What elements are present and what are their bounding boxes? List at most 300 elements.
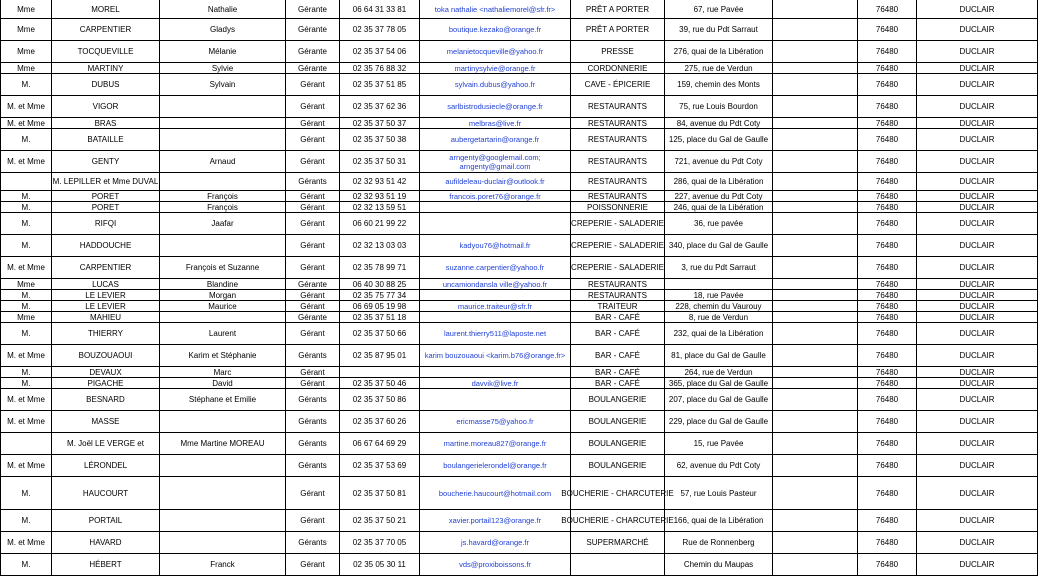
cell-fonction: Gérant bbox=[286, 554, 340, 576]
cell-activite: CREPERIE - SALADERIE bbox=[571, 213, 665, 235]
cell-fonction: Gérant bbox=[286, 290, 340, 301]
cell-ville: DUCLAIR bbox=[917, 323, 1038, 345]
table-row bbox=[0, 554, 1038, 576]
cell-activite: BOUCHERIE - CHARCUTERIE bbox=[571, 510, 665, 532]
cell-email[interactable]: sarlbistrodusiecle@orange.fr bbox=[420, 96, 571, 118]
cell-civilite: Mme bbox=[0, 312, 52, 323]
cell-ville: DUCLAIR bbox=[917, 191, 1038, 202]
cell-email[interactable]: js.havard@orange.fr bbox=[420, 532, 571, 554]
table-row bbox=[0, 151, 1038, 173]
table-row bbox=[0, 19, 1038, 41]
cell-fonction: Gérants bbox=[286, 389, 340, 411]
table-row bbox=[0, 202, 1038, 213]
cell-telephone: 06 64 31 33 81 bbox=[340, 0, 420, 19]
cell-civilite: Mme bbox=[0, 0, 52, 19]
cell-civilite: M. bbox=[0, 477, 52, 510]
cell-email[interactable]: boucherie.haucourt@hotmail.com bbox=[420, 477, 571, 510]
table-row bbox=[0, 378, 1038, 389]
cell-activite: BAR - CAFÉ bbox=[571, 323, 665, 345]
cell-activite: SUPERMARCHÉ bbox=[571, 532, 665, 554]
cell-email[interactable]: kadyou76@hotmail.fr bbox=[420, 235, 571, 257]
cell-cp: 76480 bbox=[858, 151, 917, 173]
cell-prenom bbox=[160, 477, 286, 510]
cell-fonction: Gérante bbox=[286, 312, 340, 323]
cell-cp: 76480 bbox=[858, 290, 917, 301]
cell-fonction: Gérant bbox=[286, 477, 340, 510]
cell-prenom bbox=[160, 118, 286, 129]
cell-nom: LÉRONDEL bbox=[52, 455, 160, 477]
cell-telephone: 02 32 93 51 42 bbox=[340, 173, 420, 191]
table-row bbox=[0, 213, 1038, 235]
cell-cp: 76480 bbox=[858, 367, 917, 378]
cell-fonction: Gérant bbox=[286, 118, 340, 129]
cell-activite: RESTAURANTS bbox=[571, 173, 665, 191]
table-row bbox=[0, 367, 1038, 378]
table-row bbox=[0, 312, 1038, 323]
cell-civilite: M. bbox=[0, 202, 52, 213]
cell-email[interactable]: melanietocqueville@yahoo.fr bbox=[420, 41, 571, 63]
cell-nom: GENTY bbox=[52, 151, 160, 173]
cell-activite: POISSONNERIE bbox=[571, 202, 665, 213]
cell-email[interactable]: boutique.kezako@orange.fr bbox=[420, 19, 571, 41]
cell-fonction: Gérant bbox=[286, 74, 340, 96]
cell-activite: BOUCHERIE - CHARCUTERIE bbox=[571, 477, 665, 510]
cell-adresse: 721, avenue du Pdt Coty bbox=[665, 151, 773, 173]
cell-email[interactable]: aufildeleau-duclair@outlook.fr bbox=[420, 173, 571, 191]
cell-ville: DUCLAIR bbox=[917, 19, 1038, 41]
cell-email[interactable]: suzanne.carpentier@yahoo.fr bbox=[420, 257, 571, 279]
cell-ville: DUCLAIR bbox=[917, 455, 1038, 477]
cell-telephone: 02 35 37 78 05 bbox=[340, 19, 420, 41]
cell-prenom: François bbox=[160, 191, 286, 202]
cell-telephone: 02 35 75 77 34 bbox=[340, 290, 420, 301]
cell-telephone: 02 35 87 95 01 bbox=[340, 345, 420, 367]
cell-activite: BOULANGERIE bbox=[571, 389, 665, 411]
cell-prenom: Franck bbox=[160, 554, 286, 576]
cell-cp: 76480 bbox=[858, 532, 917, 554]
cell-cp: 76480 bbox=[858, 118, 917, 129]
cell-prenom: David bbox=[160, 378, 286, 389]
cell-email[interactable]: karim bouzouaoui <karim.b76@orange.fr> bbox=[420, 345, 571, 367]
cell-nom: MARTINY bbox=[52, 63, 160, 74]
table-row bbox=[0, 96, 1038, 118]
cell-adresse: 229, place du Gal de Gaulle bbox=[665, 411, 773, 433]
cell-complement bbox=[773, 367, 858, 378]
cell-civilite: M. et Mme bbox=[0, 257, 52, 279]
cell-civilite: M. et Mme bbox=[0, 532, 52, 554]
cell-nom: MASSE bbox=[52, 411, 160, 433]
cell-civilite: M. bbox=[0, 191, 52, 202]
cell-nom: CARPENTIER bbox=[52, 257, 160, 279]
cell-complement bbox=[773, 202, 858, 213]
cell-telephone: 02 35 37 50 31 bbox=[340, 151, 420, 173]
cell-civilite: M. bbox=[0, 367, 52, 378]
cell-fonction: Gérants bbox=[286, 173, 340, 191]
cell-complement bbox=[773, 301, 858, 312]
table-row bbox=[0, 279, 1038, 290]
table-row bbox=[0, 118, 1038, 129]
cell-adresse: 57, rue Louis Pasteur bbox=[665, 477, 773, 510]
cell-civilite: Mme bbox=[0, 41, 52, 63]
cell-ville: DUCLAIR bbox=[917, 173, 1038, 191]
cell-activite: BOULANGERIE bbox=[571, 433, 665, 455]
cell-ville: DUCLAIR bbox=[917, 41, 1038, 63]
cell-activite: RESTAURANTS bbox=[571, 290, 665, 301]
cell-cp: 76480 bbox=[858, 235, 917, 257]
cell-adresse: 264, rue de Verdun bbox=[665, 367, 773, 378]
cell-cp: 76480 bbox=[858, 455, 917, 477]
cell-cp: 76480 bbox=[858, 510, 917, 532]
cell-activite: CORDONNERIE bbox=[571, 63, 665, 74]
cell-cp: 76480 bbox=[858, 312, 917, 323]
cell-adresse: 81, place du Gal de Gaulle bbox=[665, 345, 773, 367]
cell-civilite: M. bbox=[0, 323, 52, 345]
cell-civilite: M. et Mme bbox=[0, 389, 52, 411]
cell-complement bbox=[773, 433, 858, 455]
cell-complement bbox=[773, 129, 858, 151]
cell-fonction: Gérant bbox=[286, 202, 340, 213]
cell-cp: 76480 bbox=[858, 433, 917, 455]
cell-civilite: M. et Mme bbox=[0, 96, 52, 118]
cell-adresse: 227, avenue du Pdt Coty bbox=[665, 191, 773, 202]
cell-nom: PIGACHE bbox=[52, 378, 160, 389]
cell-ville: DUCLAIR bbox=[917, 118, 1038, 129]
table-row bbox=[0, 411, 1038, 433]
cell-adresse bbox=[665, 279, 773, 290]
cell-fonction: Gérant bbox=[286, 257, 340, 279]
cell-nom: HAUCOURT bbox=[52, 477, 160, 510]
cell-adresse: Rue de Ronnenberg bbox=[665, 532, 773, 554]
table-row bbox=[0, 129, 1038, 151]
cell-nom: LE LEVIER bbox=[52, 301, 160, 312]
cell-activite: BOULANGERIE bbox=[571, 455, 665, 477]
table-row bbox=[0, 257, 1038, 279]
cell-telephone: 02 35 78 99 71 bbox=[340, 257, 420, 279]
cell-telephone: 06 40 30 88 25 bbox=[340, 279, 420, 290]
table-row bbox=[0, 433, 1038, 455]
cell-telephone: 02 35 37 51 85 bbox=[340, 74, 420, 96]
cell-telephone: 02 35 37 50 37 bbox=[340, 118, 420, 129]
cell-ville: DUCLAIR bbox=[917, 532, 1038, 554]
cell-fonction: Gérant bbox=[286, 367, 340, 378]
cell-ville: DUCLAIR bbox=[917, 129, 1038, 151]
cell-cp: 76480 bbox=[858, 74, 917, 96]
cell-fonction: Gérante bbox=[286, 19, 340, 41]
cell-fonction: Gérant bbox=[286, 378, 340, 389]
cell-email[interactable]: xavier.portail123@orange.fr bbox=[420, 510, 571, 532]
cell-telephone bbox=[340, 367, 420, 378]
cell-ville: DUCLAIR bbox=[917, 202, 1038, 213]
cell-ville: DUCLAIR bbox=[917, 301, 1038, 312]
cell-fonction: Gérant bbox=[286, 323, 340, 345]
cell-nom: LE LEVIER bbox=[52, 290, 160, 301]
cell-fonction: Gérante bbox=[286, 0, 340, 19]
cell-email[interactable] bbox=[420, 151, 571, 173]
cell-ville: DUCLAIR bbox=[917, 389, 1038, 411]
cell-prenom: Gladys bbox=[160, 19, 286, 41]
cell-civilite: M. bbox=[0, 554, 52, 576]
cell-telephone: 02 35 37 50 66 bbox=[340, 323, 420, 345]
table-row bbox=[0, 173, 1038, 191]
cell-activite: BAR - CAFÉ bbox=[571, 312, 665, 323]
cell-cp: 76480 bbox=[858, 389, 917, 411]
cell-nom: BATAILLE bbox=[52, 129, 160, 151]
cell-complement bbox=[773, 257, 858, 279]
cell-cp: 76480 bbox=[858, 279, 917, 290]
cell-fonction: Gérant bbox=[286, 96, 340, 118]
cell-cp: 76480 bbox=[858, 378, 917, 389]
cell-cp: 76480 bbox=[858, 477, 917, 510]
cell-telephone: 02 35 37 54 06 bbox=[340, 41, 420, 63]
cell-ville: DUCLAIR bbox=[917, 279, 1038, 290]
cell-nom: CARPENTIER bbox=[52, 19, 160, 41]
cell-prenom: Karim et Stéphanie bbox=[160, 345, 286, 367]
table-row bbox=[0, 290, 1038, 301]
cell-complement bbox=[773, 173, 858, 191]
cell-email[interactable]: francois.poret76@orange.fr bbox=[420, 191, 571, 202]
cell-prenom: Sylvain bbox=[160, 74, 286, 96]
cell-adresse: 15, rue Pavée bbox=[665, 433, 773, 455]
cell-ville: DUCLAIR bbox=[917, 0, 1038, 19]
cell-nom: BRAS bbox=[52, 118, 160, 129]
cell-nom: DUBUS bbox=[52, 74, 160, 96]
cell-prenom: Blandine bbox=[160, 279, 286, 290]
cell-activite: BAR - CAFÉ bbox=[571, 367, 665, 378]
cell-prenom: Maurice bbox=[160, 301, 286, 312]
cell-complement bbox=[773, 74, 858, 96]
cell-email[interactable]: maurice.traiteur@sfr.fr bbox=[420, 301, 571, 312]
cell-nom: THIERRY bbox=[52, 323, 160, 345]
table-row bbox=[0, 41, 1038, 63]
cell-email[interactable]: uncamiondansla ville@yahoo.fr bbox=[420, 279, 571, 290]
cell-cp: 76480 bbox=[858, 19, 917, 41]
cell-email[interactable]: vds@proxiboissons.fr bbox=[420, 554, 571, 576]
cell-prenom: Laurent bbox=[160, 323, 286, 345]
cell-activite: RESTAURANTS bbox=[571, 96, 665, 118]
cell-prenom: Jaafar bbox=[160, 213, 286, 235]
cell-telephone: 02 35 37 50 81 bbox=[340, 477, 420, 510]
cell-telephone: 02 35 37 50 21 bbox=[340, 510, 420, 532]
cell-complement bbox=[773, 118, 858, 129]
cell-email[interactable]: toka nathalie <nathaliemorel@sfr.fr> bbox=[420, 0, 571, 19]
cell-adresse: 125, place du Gal de Gaulle bbox=[665, 129, 773, 151]
cell-nom: MOREL bbox=[52, 0, 160, 19]
cell-telephone: 02 32 93 51 19 bbox=[340, 191, 420, 202]
cell-email[interactable]: melbras@live.fr bbox=[420, 118, 571, 129]
cell-fonction: Gérants bbox=[286, 345, 340, 367]
cell-activite bbox=[571, 554, 665, 576]
cell-ville: DUCLAIR bbox=[917, 345, 1038, 367]
cell-email[interactable]: martine.moreau827@orange.fr bbox=[420, 433, 571, 455]
cell-prenom: Mme Martine MOREAU bbox=[160, 433, 286, 455]
cell-complement bbox=[773, 554, 858, 576]
cell-ville: DUCLAIR bbox=[917, 74, 1038, 96]
cell-civilite bbox=[0, 433, 52, 455]
cell-fonction: Gérant bbox=[286, 191, 340, 202]
cell-adresse: 276, quai de la Libération bbox=[665, 41, 773, 63]
cell-cp: 76480 bbox=[858, 191, 917, 202]
table-row bbox=[0, 74, 1038, 96]
table-row bbox=[0, 455, 1038, 477]
table-row bbox=[0, 191, 1038, 202]
cell-ville: DUCLAIR bbox=[917, 290, 1038, 301]
table-row bbox=[0, 0, 1038, 19]
table-row bbox=[0, 235, 1038, 257]
cell-cp: 76480 bbox=[858, 301, 917, 312]
cell-telephone: 06 60 21 99 22 bbox=[340, 213, 420, 235]
cell-adresse: 18, rue Pavée bbox=[665, 290, 773, 301]
cell-email bbox=[420, 290, 571, 301]
cell-cp: 76480 bbox=[858, 41, 917, 63]
cell-prenom bbox=[160, 129, 286, 151]
cell-civilite: M. bbox=[0, 510, 52, 532]
cell-adresse: 246, quai de la Libération bbox=[665, 202, 773, 213]
table-row bbox=[0, 345, 1038, 367]
cell-prenom bbox=[160, 411, 286, 433]
cell-activite: RESTAURANTS bbox=[571, 279, 665, 290]
cell-fonction: Gérant bbox=[286, 151, 340, 173]
cell-prenom bbox=[160, 510, 286, 532]
cell-adresse: 365, place du Gal de Gaulle bbox=[665, 378, 773, 389]
cell-ville: DUCLAIR bbox=[917, 367, 1038, 378]
cell-email[interactable]: aubergetartarin@orange.fr bbox=[420, 129, 571, 151]
cell-prenom: Morgan bbox=[160, 290, 286, 301]
cell-ville: DUCLAIR bbox=[917, 257, 1038, 279]
cell-email bbox=[420, 367, 571, 378]
cell-ville: DUCLAIR bbox=[917, 235, 1038, 257]
cell-email[interactable]: martinysylvie@orange.fr bbox=[420, 63, 571, 74]
cell-telephone: 02 35 37 50 46 bbox=[340, 378, 420, 389]
cell-complement bbox=[773, 279, 858, 290]
cell-civilite: M. bbox=[0, 74, 52, 96]
cell-ville: DUCLAIR bbox=[917, 378, 1038, 389]
cell-nom: PORET bbox=[52, 191, 160, 202]
cell-adresse: 166, quai de la Libération bbox=[665, 510, 773, 532]
cell-email bbox=[420, 213, 571, 235]
cell-adresse: 207, place du Gal de Gaulle bbox=[665, 389, 773, 411]
table-row bbox=[0, 477, 1038, 510]
cell-email[interactable]: sylvain.dubus@yahoo.fr bbox=[420, 74, 571, 96]
cell-ville: DUCLAIR bbox=[917, 63, 1038, 74]
cell-telephone: 02 35 37 50 38 bbox=[340, 129, 420, 151]
cell-prenom: François bbox=[160, 202, 286, 213]
cell-activite: BOULANGERIE bbox=[571, 411, 665, 433]
cell-civilite: M. bbox=[0, 378, 52, 389]
cell-prenom: Nathalie bbox=[160, 0, 286, 19]
cell-adresse: 84, avenue du Pdt Coty bbox=[665, 118, 773, 129]
cell-adresse: Chemin du Maupas bbox=[665, 554, 773, 576]
cell-fonction: Gérant bbox=[286, 213, 340, 235]
cell-email[interactable]: laurent.thierry511@laposte.net bbox=[420, 323, 571, 345]
cell-cp: 76480 bbox=[858, 96, 917, 118]
cell-prenom bbox=[160, 96, 286, 118]
cell-civilite: M. et Mme bbox=[0, 151, 52, 173]
cell-adresse: 75, rue Louis Bourdon bbox=[665, 96, 773, 118]
cell-email[interactable]: ericmasse75@yahoo.fr bbox=[420, 411, 571, 433]
cell-complement bbox=[773, 213, 858, 235]
cell-activite: CREPERIE - SALADERIE bbox=[571, 257, 665, 279]
cell-prenom: Marc bbox=[160, 367, 286, 378]
cell-nom: M. Joël LE VERGE et bbox=[52, 433, 160, 455]
cell-complement bbox=[773, 323, 858, 345]
cell-telephone: 02 35 05 30 11 bbox=[340, 554, 420, 576]
cell-fonction: Gérant bbox=[286, 301, 340, 312]
cell-email[interactable]: boulangerielerondel@orange.fr bbox=[420, 455, 571, 477]
cell-activite: RESTAURANTS bbox=[571, 129, 665, 151]
cell-nom: HADDOUCHE bbox=[52, 235, 160, 257]
cell-cp: 76480 bbox=[858, 63, 917, 74]
cell-nom: BESNARD bbox=[52, 389, 160, 411]
cell-cp: 76480 bbox=[858, 213, 917, 235]
cell-nom: MAHIEU bbox=[52, 312, 160, 323]
cell-telephone: 02 35 37 70 05 bbox=[340, 532, 420, 554]
cell-civilite: M. bbox=[0, 235, 52, 257]
cell-nom: RIFQI bbox=[52, 213, 160, 235]
cell-adresse: 8, rue de Verdun bbox=[665, 312, 773, 323]
cell-adresse: 159, chemin des Monts bbox=[665, 74, 773, 96]
cell-complement bbox=[773, 477, 858, 510]
cell-complement bbox=[773, 532, 858, 554]
cell-fonction: Gérant bbox=[286, 235, 340, 257]
cell-prenom bbox=[160, 235, 286, 257]
cell-adresse: 67, rue Pavée bbox=[665, 0, 773, 19]
cell-complement bbox=[773, 151, 858, 173]
cell-telephone: 02 35 76 88 32 bbox=[340, 63, 420, 74]
cell-telephone: 02 32 13 59 51 bbox=[340, 202, 420, 213]
cell-activite: CREPERIE - SALADERIE bbox=[571, 235, 665, 257]
cell-ville: DUCLAIR bbox=[917, 477, 1038, 510]
cell-email[interactable]: davvik@live.fr bbox=[420, 378, 571, 389]
cell-adresse: 36, rue pavée bbox=[665, 213, 773, 235]
cell-email bbox=[420, 389, 571, 411]
table-row bbox=[0, 63, 1038, 74]
cell-complement bbox=[773, 455, 858, 477]
table-row bbox=[0, 532, 1038, 554]
cell-adresse: 3, rue du Pdt Sarraut bbox=[665, 257, 773, 279]
table-row bbox=[0, 389, 1038, 411]
cell-cp: 76480 bbox=[858, 202, 917, 213]
cell-nom: TOCQUEVILLE bbox=[52, 41, 160, 63]
cell-fonction: Gérants bbox=[286, 433, 340, 455]
email-line[interactable]: arngenty@gmail.com bbox=[459, 161, 531, 171]
table-row bbox=[0, 510, 1038, 532]
cell-prenom bbox=[160, 455, 286, 477]
cell-nom: HAVARD bbox=[52, 532, 160, 554]
cell-nom: DEVAUX bbox=[52, 367, 160, 378]
cell-complement bbox=[773, 41, 858, 63]
email-line[interactable]: arngenty@googlemail.com; bbox=[449, 152, 541, 162]
cell-prenom: Arnaud bbox=[160, 151, 286, 173]
cell-cp: 76480 bbox=[858, 411, 917, 433]
cell-telephone: 02 32 13 03 03 bbox=[340, 235, 420, 257]
cell-adresse: 275, rue de Verdun bbox=[665, 63, 773, 74]
cell-ville: DUCLAIR bbox=[917, 312, 1038, 323]
cell-civilite: M. et Mme bbox=[0, 345, 52, 367]
cell-civilite: M. bbox=[0, 290, 52, 301]
cell-complement bbox=[773, 19, 858, 41]
cell-civilite: Mme bbox=[0, 19, 52, 41]
table-row bbox=[0, 301, 1038, 312]
cell-ville: DUCLAIR bbox=[917, 433, 1038, 455]
cell-complement bbox=[773, 235, 858, 257]
cell-activite: PRÊT A PORTER bbox=[571, 0, 665, 19]
cell-activite: RESTAURANTS bbox=[571, 151, 665, 173]
cell-nom: PORTAIL bbox=[52, 510, 160, 532]
cell-telephone: 02 35 37 51 18 bbox=[340, 312, 420, 323]
cell-cp: 76480 bbox=[858, 257, 917, 279]
cell-activite: TRAITEUR bbox=[571, 301, 665, 312]
cell-telephone: 02 35 37 60 26 bbox=[340, 411, 420, 433]
